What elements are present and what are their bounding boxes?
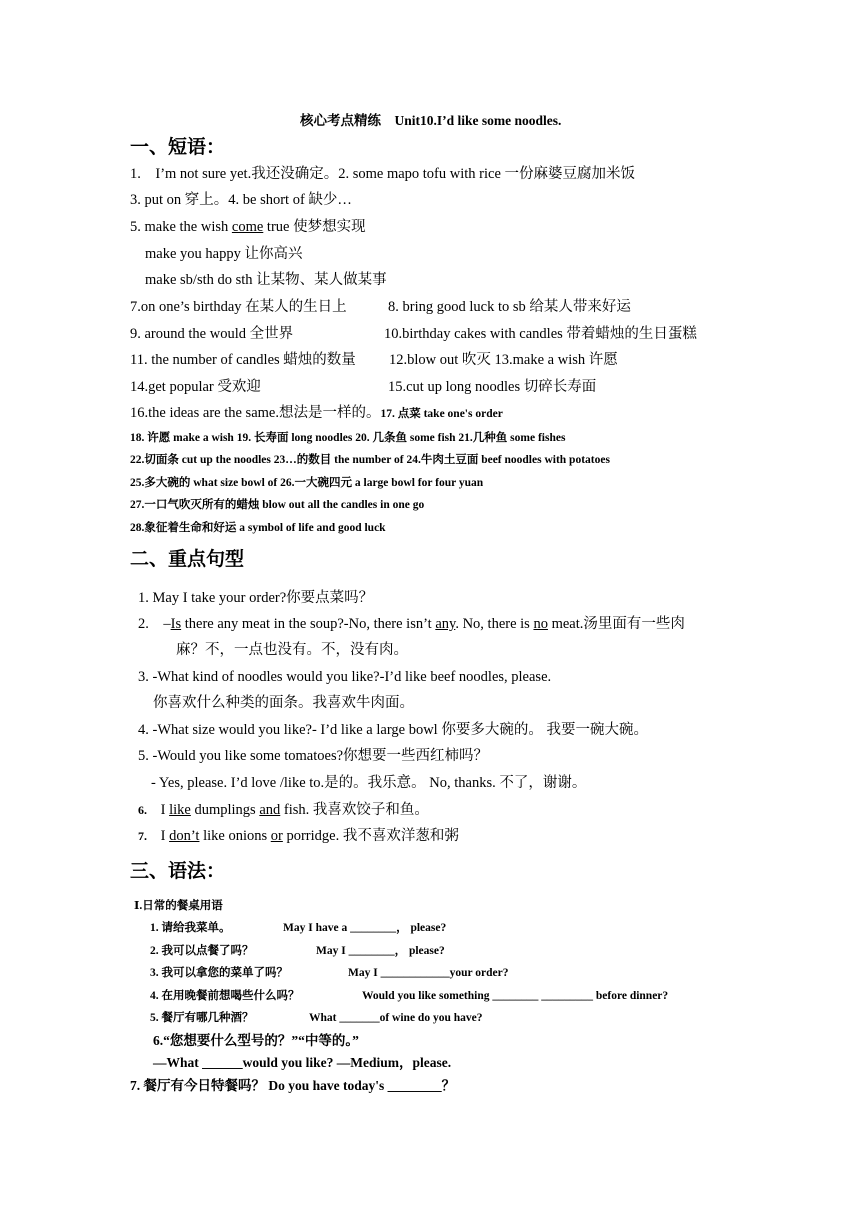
phrase-line: 22.切面条 cut up the noodles 23…的数目 the number of 24.牛肉土豆面 beef noodles with potatoes: [130, 454, 610, 466]
grammar-item-cn: 4. 在用晚餐前想喝些什么吗？: [150, 990, 300, 1002]
grammar-item: 7. 餐厅有今日特餐吗？ Do you have today's ________？: [130, 1078, 456, 1093]
phrase-text-bold: 17. 点菜 take one's order: [380, 408, 503, 420]
sentence-text: dumplings: [190, 802, 260, 818]
sentence-line: 5. -Would you like some tomatoes?你想要一些西红柿吗？: [138, 748, 489, 764]
sentence-text: meat.汤里面有一些肉: [547, 616, 685, 632]
phrase-line: [130, 218, 366, 236]
sentence-line: 3. -What kind of noodles would you like?-I’d like beef noodles, please.: [138, 669, 552, 685]
grammar-item-cn: 2. 我可以点餐了吗？: [150, 945, 254, 957]
sentence-number: 6.: [138, 803, 147, 817]
grammar-item-en: What _______of wine do you have?: [309, 1012, 483, 1024]
grammar-item-en: Would you like something ________ _________ before dinner?: [362, 990, 669, 1002]
sentence-text: fish. 我喜欢饺子和鱼。: [280, 802, 429, 818]
sentence-text: . No, there is: [455, 616, 534, 632]
phrase-line: 14.get popular 受欢迎: [130, 379, 261, 395]
sentence-line: 你喜欢什么种类的面条。我喜欢牛肉面。: [153, 695, 414, 711]
sentence-text: like onions: [199, 828, 271, 844]
grammar-item-cn: 1. 请给我菜单。: [150, 922, 231, 934]
phrase-text: true 使梦想实现: [263, 219, 366, 235]
grammar-item-en: May I ____________your order?: [348, 967, 509, 979]
phrase-line: 27.一口气吹灭所有的蜡烛 blow out all the candles in one go: [130, 499, 425, 511]
grammar-item-cn: 3. 我可以拿您的菜单了吗？: [150, 967, 288, 979]
phrase-line: make you happy 让你高兴: [145, 246, 303, 262]
sentence-text: I: [160, 828, 170, 844]
underlined-word: or: [270, 828, 283, 844]
sentence-text: 2. –: [138, 616, 171, 632]
sentence-text: porridge. 我不喜欢洋葱和粥: [282, 828, 459, 844]
sentence-number: 7.: [138, 829, 147, 843]
sentence-line: [138, 615, 685, 633]
sentence-line: [138, 827, 459, 845]
phrase-line: 28.象征着生命和好运 a symbol of life and good luck: [130, 522, 386, 534]
grammar-item-en: May I have a ________， please?: [283, 922, 447, 934]
grammar-item: —What ______would you like? —Medium，please.: [153, 1055, 452, 1070]
underlined-word: don’t: [169, 828, 200, 844]
document-title: 核心考点精练 Unit10.I’d like some noodles.: [300, 113, 562, 128]
underlined-word: come: [231, 219, 264, 235]
underlined-word: Is: [170, 616, 182, 632]
grammar-item-cn: 5. 餐厅有哪几种酒？: [150, 1012, 254, 1024]
underlined-word: no: [533, 616, 548, 632]
sentence-line: - Yes, please. I’d love /like to.是的。我乐意。 No, thanks. 不了，谢谢。: [151, 775, 587, 791]
sentence-line: [138, 801, 429, 819]
phrase-line: 25.多大碗的 what size bowl of 26.一大碗四元 a large bowl for four yuan: [130, 477, 484, 489]
grammar-item-en: May I ________， please?: [316, 945, 445, 957]
phrase-line: 10.birthday cakes with candles 带着蜡烛的生日蛋糕: [384, 326, 697, 342]
phrase-line: 15.cut up long noodles 切碎长寿面: [388, 379, 597, 395]
phrase-line: 9. around the would 全世界: [130, 326, 294, 342]
phrase-line: 1. I’m not sure yet.我还没确定。2. some mapo tofu with rice 一份麻婆豆腐加米饭: [130, 166, 636, 182]
phrase-line: 12.blow out 吹灭 13.make a wish 许愿: [389, 352, 618, 368]
phrase-line: 11. the number of candles 蜡烛的数量: [130, 352, 356, 368]
underlined-word: any: [435, 616, 456, 632]
section-heading-grammar: 三、语法：: [130, 860, 226, 882]
sentence-line: 4. -What size would you like?- I’d like a large bowl 你要多大碗的。 我要一碗大碗。: [138, 722, 648, 738]
underlined-word: and: [259, 802, 281, 818]
phrase-line: make sb/sth do sth 让某物、某人做某事: [145, 272, 387, 288]
phrase-line: [130, 404, 503, 422]
underlined-word: like: [169, 802, 191, 818]
phrase-line: 8. bring good luck to sb 给某人带来好运: [388, 299, 631, 315]
section-heading-sentences: 二、重点句型: [130, 548, 245, 570]
phrase-line: 18. 许愿 make a wish 19. 长寿面 long noodles 20. 几条鱼 some fish 21.几种鱼 some fishes: [130, 432, 566, 444]
sentence-text: there any meat in the soup?-No, there isn’t: [181, 616, 436, 632]
sentence-line: 1. May I take your order?你要点菜吗？: [138, 590, 374, 606]
sentence-text: I: [160, 802, 170, 818]
grammar-item: 6.“您想要什么型号的？”“中等的。”: [153, 1033, 359, 1048]
phrase-text: 16.the ideas are the same.想法是一样的。: [130, 405, 381, 421]
grammar-subheading: Ⅰ.日常的餐桌用语: [134, 900, 223, 912]
phrase-line: 3. put on 穿上。4. be short of 缺少…: [130, 192, 352, 208]
phrase-line: 7.on one’s birthday 在某人的生日上: [130, 299, 347, 315]
phrase-text: 5. make the wish: [130, 219, 232, 235]
sentence-line: 麻？不，一点也没有。不，没有肉。: [176, 642, 408, 658]
section-heading-phrases: 一、短语：: [130, 136, 226, 158]
